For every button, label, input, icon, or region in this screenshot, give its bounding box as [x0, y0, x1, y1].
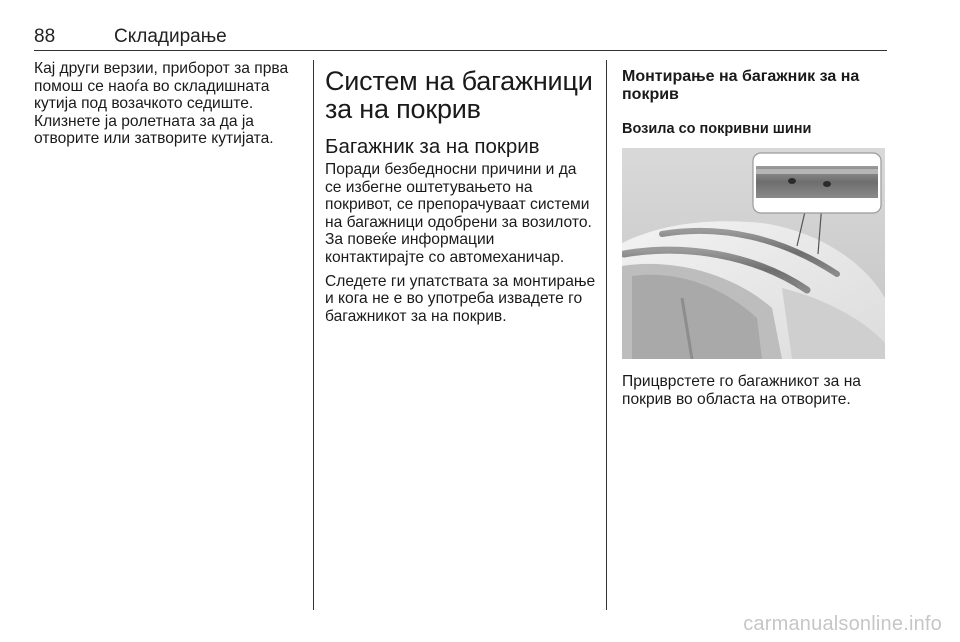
column-divider-2: [606, 60, 607, 610]
column-3-body: [622, 373, 886, 408]
fasten-instruction: Прицврстете го багажникот за на покрив во областа на отворите.: [622, 373, 861, 408]
section-title: Систем на багажници за на покрив: [325, 66, 593, 124]
first-aid-paragraph: Кај други верзии, приборот за прва помош се наоѓа во складишната кутија под возачкото седиште. Клизнете ја ролетната за да ја отворите или затворите кутијата.: [34, 60, 289, 148]
page-number: 88: [34, 26, 56, 47]
roof-rail-illustration: [622, 148, 885, 359]
page-header: [34, 26, 887, 50]
column-2: [325, 60, 597, 325]
chapter-title: Складирање: [114, 26, 227, 47]
header-rule: [34, 50, 887, 51]
column-divider-1: [313, 60, 314, 610]
roof-rails-label: Возила со покривни шини: [622, 121, 812, 138]
instructions-paragraph: Следете ги упатствата за монтирање и кога не е во употреба извадете го багажникот за на покрив.: [325, 272, 596, 325]
mounting-title: Монтирање на багажник за на покрив: [622, 68, 860, 103]
column-1: [34, 60, 302, 148]
column-3: [622, 60, 886, 138]
site-watermark: carmanualsonline.info: [743, 613, 942, 635]
safety-paragraph: Поради безбедносни причини и да се избегне оштетувањето на покривот, се препорачуваат системи на багажници одобрени за возилото. За повеќе информации контактирајте со автомеханичар.: [325, 161, 592, 266]
subsection-title: Багажник за на покрив: [325, 135, 540, 158]
